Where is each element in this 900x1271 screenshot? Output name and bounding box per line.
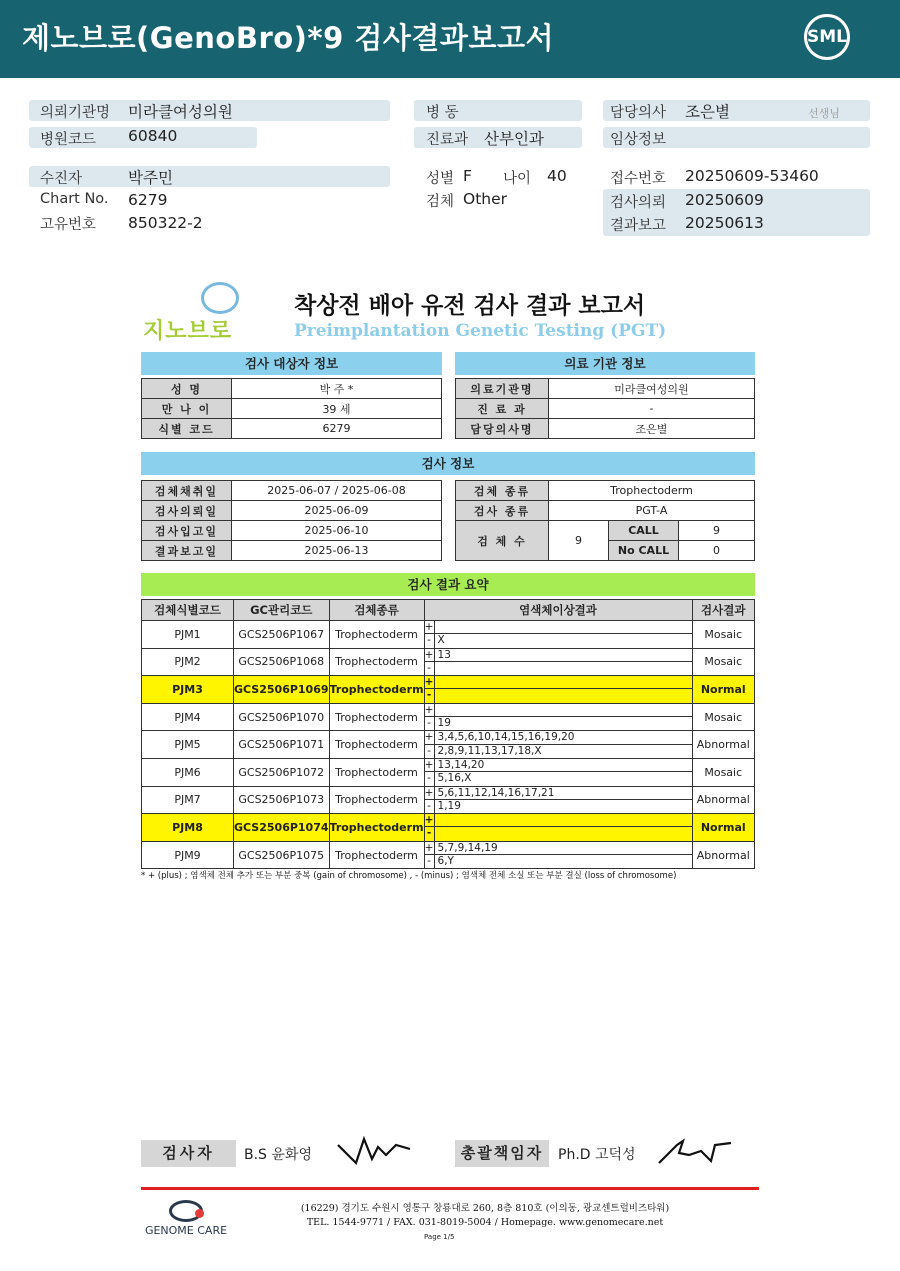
id-value: 850322-2: [128, 214, 203, 232]
row-abnormality: [424, 648, 692, 676]
row-gc: GCS2506P1068: [234, 648, 330, 676]
row-gc: GCS2506P1070: [234, 703, 330, 731]
request-value-r: 2025-06-09: [232, 501, 442, 521]
minus-sign: -: [425, 662, 435, 675]
footnote: * + (plus) ; 염색체 전체 추가 또는 부분 중복 (gain of chromosome) , - (minus) ; 염색체 전체 소실 또는 부분 결실 (loss of chromosome): [141, 871, 677, 881]
count-value: 9: [549, 521, 609, 561]
row-minus: X: [437, 634, 445, 647]
table-row: [142, 676, 755, 704]
row-abnormality: [424, 841, 692, 869]
name-value: 박 주 *: [232, 379, 442, 399]
clinical-label: 임상정보: [610, 132, 667, 148]
subject-header: 검사 대상자 정보: [141, 352, 442, 375]
institution-header: 의료 기관 정보: [455, 352, 755, 375]
row-result: Abnormal: [692, 841, 754, 869]
row-id: PJM4: [142, 703, 234, 731]
patient-value: 박주민: [128, 169, 173, 187]
genome-care-logo: [141, 1200, 231, 1237]
row-abnormality: [424, 676, 692, 704]
row-type: Trophectoderm: [329, 648, 424, 676]
table-row: [142, 758, 755, 786]
row-id: PJM7: [142, 786, 234, 814]
row-minus: [435, 662, 438, 675]
chief-label: 총괄책임자: [455, 1140, 549, 1167]
footer-divider: [141, 1187, 759, 1190]
inst-value: 미라클여성의원: [549, 379, 755, 399]
dept-value: 산부인과: [484, 130, 544, 148]
call-label: CALL: [609, 521, 679, 541]
title-bar: [0, 0, 900, 78]
row-gc: GCS2506P1072: [234, 758, 330, 786]
row-abnormality: [424, 703, 692, 731]
request-label-r: 검사의뢰일: [142, 501, 232, 521]
chart-value: 6279: [128, 191, 168, 209]
plus-sign: +: [424, 841, 434, 854]
minus-sign: -: [425, 689, 435, 702]
age-value: 39 세: [232, 399, 442, 419]
row-minus: 19: [437, 717, 451, 730]
plus-sign: +: [424, 703, 434, 716]
sml-logo: SML: [804, 14, 850, 60]
contact-line: TEL. 1544-9771 / FAX. 031-8019-5004 / Homepage. www.genomecare.net: [306, 1217, 664, 1228]
report-label: 결과보고: [610, 218, 667, 234]
kind-label: 검사 종류: [456, 501, 549, 521]
row-abnormality: [424, 731, 692, 759]
row-abnormality: [424, 621, 692, 649]
minus-sign: -: [425, 745, 435, 758]
minus-sign: -: [425, 717, 435, 730]
hospital-code-value: 60840: [128, 127, 178, 145]
row-minus: 2,8,9,11,13,17,18,X: [437, 744, 542, 757]
code-label: 식별 코드: [142, 419, 232, 439]
nocall-label: No CALL: [609, 541, 679, 561]
call-value: 9: [679, 521, 755, 541]
kind-value: PGT-A: [549, 501, 755, 521]
row-type: Trophectoderm: [329, 758, 424, 786]
row-id: PJM1: [142, 621, 234, 649]
table-row: [142, 648, 755, 676]
row-type: Trophectoderm: [329, 621, 424, 649]
row-result: Normal: [692, 676, 754, 704]
receive-label: 검사입고일: [142, 521, 232, 541]
row-type: Trophectoderm: [329, 676, 424, 704]
inst-label: 의료기관명: [456, 379, 549, 399]
dept-value-r: -: [549, 399, 755, 419]
row-type: Trophectoderm: [329, 814, 424, 842]
row-minus: 6,Y: [437, 855, 454, 868]
plus-sign: +: [424, 648, 434, 661]
row-abnormality: [424, 786, 692, 814]
row-id: PJM8: [142, 814, 234, 842]
minus-sign: -: [425, 855, 435, 868]
results-header-row: [142, 600, 755, 621]
nocall-value: 0: [679, 541, 755, 561]
row-id: PJM6: [142, 758, 234, 786]
col-result: 검사결과: [692, 600, 754, 621]
row-type: Trophectoderm: [329, 841, 424, 869]
row-plus: 13,14,20: [437, 758, 485, 771]
col-id: 검체식별코드: [142, 600, 234, 621]
address-line: (16229) 경기도 수원시 영통구 창룡대로 260, 8층 810호 (이의동, 광교센트럴비즈타워): [300, 1203, 670, 1214]
row-id: PJM3: [142, 676, 234, 704]
chart-label: Chart No.: [40, 191, 109, 207]
genobro-logo: [143, 282, 253, 342]
age-label: 만 나 이: [142, 399, 232, 419]
dna-icon: [201, 282, 239, 314]
test-dates-table: [141, 480, 442, 561]
row-gc: GCS2506P1069: [234, 676, 330, 704]
row-plus: [435, 704, 438, 716]
specimen-value: Other: [463, 190, 508, 208]
row-type: Trophectoderm: [329, 703, 424, 731]
type-value: Trophectoderm: [549, 481, 755, 501]
doctor-suffix: 선생님: [808, 107, 840, 120]
row-gc: GCS2506P1075: [234, 841, 330, 869]
minus-sign: -: [425, 634, 435, 647]
row-result: Mosaic: [692, 621, 754, 649]
age-label: 나이: [503, 171, 532, 187]
col-gc: GC관리코드: [234, 600, 330, 621]
row-plus: 5,6,11,12,14,16,17,21: [437, 786, 555, 799]
row-minus: 5,16,X: [437, 772, 472, 785]
collect-label: 검체채취일: [142, 481, 232, 501]
tester-name: B.S 윤화영: [244, 1147, 312, 1163]
row-id: PJM5: [142, 731, 234, 759]
specimen-label: 검체: [426, 194, 455, 210]
summary-header: 검사 결과 요약: [141, 573, 755, 596]
row-result: Normal: [692, 814, 754, 842]
tester-signature: [334, 1133, 414, 1173]
row-result: Mosaic: [692, 758, 754, 786]
page-title: 제노브로(GenoBro)*9 검사결과보고서: [22, 21, 554, 55]
report-value: 20250613: [685, 214, 764, 232]
table-row: [142, 786, 755, 814]
collect-value: 2025-06-07 / 2025-06-08: [232, 481, 442, 501]
dept-label: 진료과: [426, 132, 469, 148]
patient-box: [29, 166, 390, 187]
row-id: PJM2: [142, 648, 234, 676]
row-plus: 5,7,9,14,19: [437, 841, 498, 854]
report-value-r: 2025-06-13: [232, 541, 442, 561]
row-result: Abnormal: [692, 731, 754, 759]
request-value: 20250609: [685, 191, 764, 209]
row-plus: 3,4,5,6,10,14,15,16,19,20: [437, 731, 575, 744]
page-number: Page 1/5: [424, 1233, 455, 1241]
plus-sign: +: [424, 786, 434, 799]
row-abnormality: [424, 758, 692, 786]
col-type: 검체종류: [329, 600, 424, 621]
plus-sign: +: [424, 621, 434, 633]
code-value: 6279: [232, 419, 442, 439]
table-row: [142, 621, 755, 649]
sex-value: F: [463, 167, 472, 185]
test-header: 검사 정보: [141, 452, 755, 475]
institution-value: 미라클여성의원: [128, 103, 233, 121]
row-result: Mosaic: [692, 703, 754, 731]
medical-table: [455, 378, 755, 439]
receipt-label: 접수번호: [610, 171, 667, 187]
doctor-label-r: 담당의사명: [456, 419, 549, 439]
row-gc: GCS2506P1074: [234, 814, 330, 842]
plus-sign: +: [424, 731, 434, 744]
row-minus: [435, 827, 438, 840]
row-abnormality: [424, 814, 692, 842]
genobro-logo-text: 지노브로: [143, 319, 233, 344]
receive-value: 2025-06-10: [232, 521, 442, 541]
request-label: 검사의뢰: [610, 195, 667, 211]
results-table: [141, 599, 755, 869]
row-plus: [435, 621, 438, 633]
company-name: GENOME CARE: [144, 1224, 228, 1237]
minus-sign: -: [425, 800, 435, 813]
doctor-value-r: 조은별: [549, 419, 755, 439]
receipt-value: 20250609-53460: [685, 167, 819, 185]
report-label-r: 결과보고일: [142, 541, 232, 561]
minus-sign: -: [425, 827, 435, 840]
age-value: 40: [547, 167, 567, 185]
table-row: [142, 703, 755, 731]
report-subtitle: Preimplantation Genetic Testing (PGT): [294, 321, 667, 341]
ward-label: 병 동: [426, 105, 459, 121]
chief-name: Ph.D 고덕성: [558, 1147, 636, 1163]
row-type: Trophectoderm: [329, 731, 424, 759]
sex-label: 성별: [426, 171, 455, 187]
tester-label: 검사자: [141, 1140, 236, 1167]
row-gc: GCS2506P1071: [234, 731, 330, 759]
name-label: 성 명: [142, 379, 232, 399]
patient-label: 수진자: [40, 171, 83, 187]
id-label: 고유번호: [40, 217, 97, 233]
doctor-label: 담당의사: [610, 105, 667, 121]
row-minus: [435, 689, 438, 702]
table-row: [142, 841, 755, 869]
hospital-code-label: 병원코드: [40, 132, 97, 148]
test-spec-table: [455, 480, 755, 561]
row-gc: GCS2506P1073: [234, 786, 330, 814]
type-label: 검체 종류: [456, 481, 549, 501]
minus-sign: -: [425, 772, 435, 785]
row-plus: [435, 814, 438, 826]
row-gc: GCS2506P1067: [234, 621, 330, 649]
institution-label: 의뢰기관명: [40, 105, 111, 121]
doctor-value: 조은별: [685, 103, 730, 121]
col-abnormality: 염색체이상결과: [424, 600, 692, 621]
table-row: [142, 814, 755, 842]
row-id: PJM9: [142, 841, 234, 869]
table-row: [142, 731, 755, 759]
genome-care-icon: [169, 1200, 203, 1222]
dept-label-r: 진 료 과: [456, 399, 549, 419]
footer-address: [290, 1202, 680, 1230]
chief-signature: [655, 1133, 735, 1173]
row-minus: 1,19: [437, 799, 461, 812]
row-type: Trophectoderm: [329, 786, 424, 814]
row-result: Abnormal: [692, 786, 754, 814]
count-label: 검 체 수: [456, 521, 549, 561]
report-title: 착상전 배아 유전 검사 결과 보고서: [294, 293, 646, 319]
row-result: Mosaic: [692, 648, 754, 676]
plus-sign: +: [424, 814, 434, 827]
subject-table: [141, 378, 442, 439]
plus-sign: +: [424, 758, 434, 771]
plus-sign: +: [424, 676, 434, 689]
row-plus: [435, 676, 438, 688]
row-plus: 13: [437, 648, 451, 661]
